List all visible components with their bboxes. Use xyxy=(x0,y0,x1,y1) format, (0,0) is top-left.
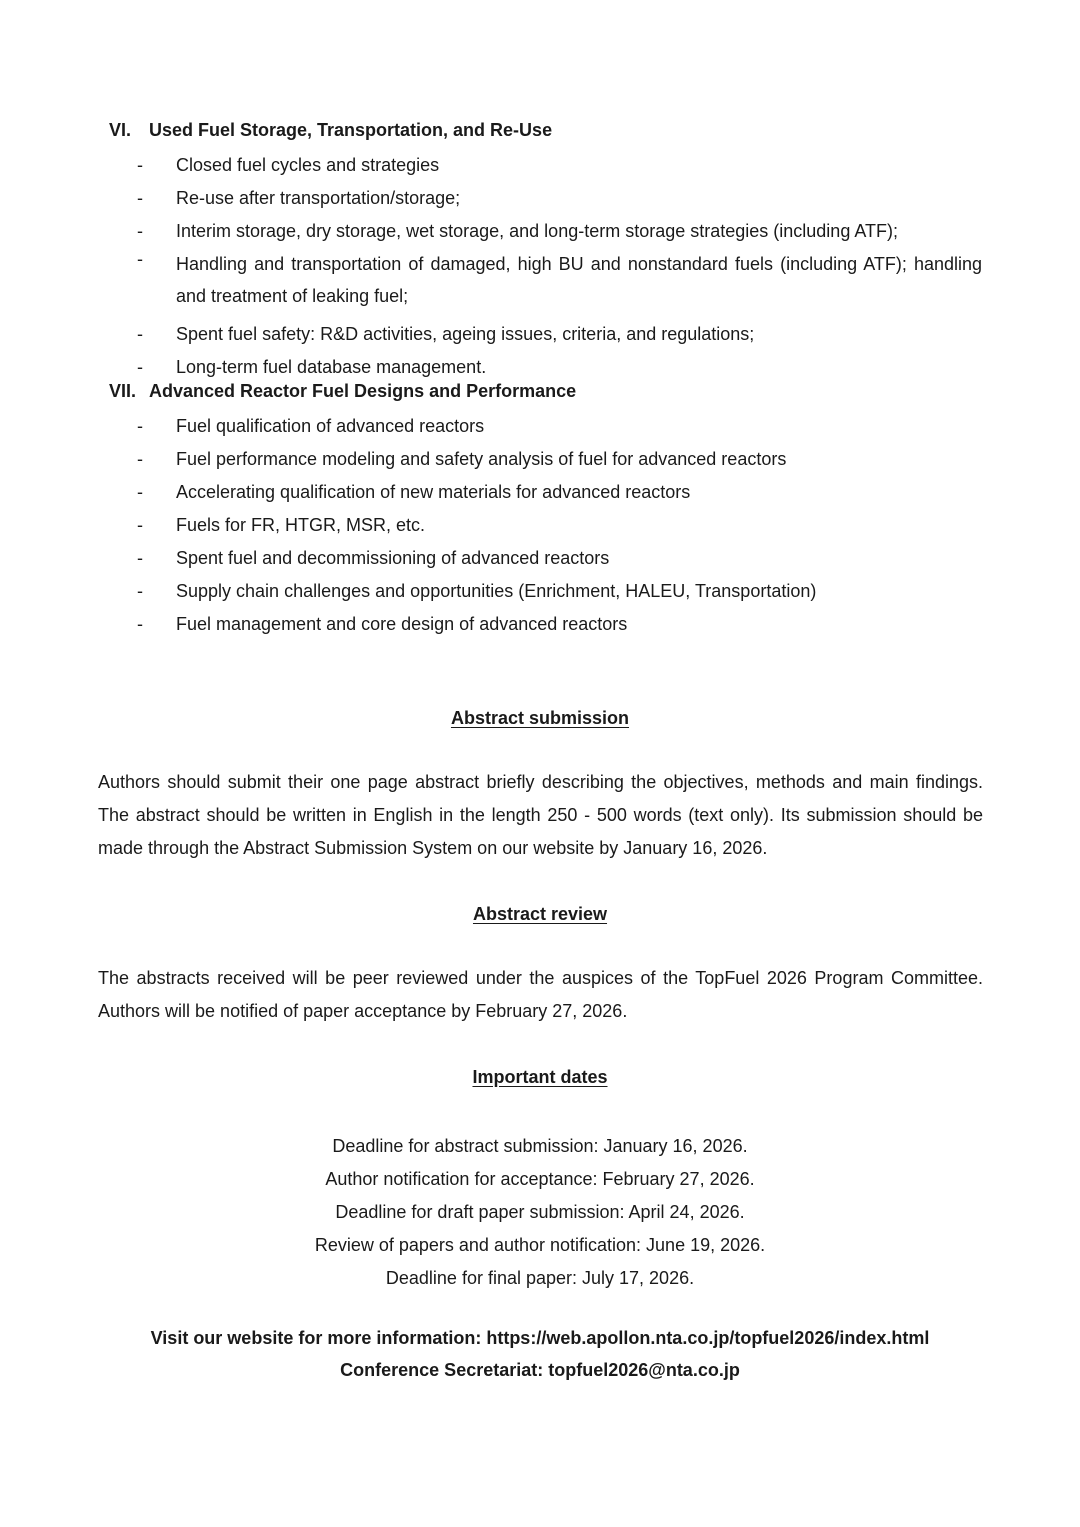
abstract-submission-paragraph: Authors should submit their one page abstract briefly describing the objectives, methods and main findings. The abstract should be written in English in the length 250 - 500 words (text only). Its submission should be made through the Abstract Submission System on our website by January 16, 2026. xyxy=(98,772,983,858)
bullet-dash: - xyxy=(137,482,143,502)
section-vi-list xyxy=(0,154,1080,389)
section-heading-vii xyxy=(109,380,576,402)
list-item: - Spent fuel safety: R&D activities, ageing issues, criteria, and regulations; xyxy=(137,324,755,344)
list-item: - Accelerating qualification of new materials for advanced reactors xyxy=(137,482,691,502)
list-item: - Fuel performance modeling and safety analysis of fuel for advanced reactors xyxy=(137,449,787,469)
section-title: Advanced Reactor Fuel Designs and Performance xyxy=(149,381,577,401)
bullet-dash: - xyxy=(137,249,143,269)
bullet-dash: - xyxy=(137,357,143,377)
important-dates-heading: Important dates xyxy=(472,1067,608,1087)
date-item: Deadline for draft paper submission: April 24, 2026. xyxy=(335,1202,745,1222)
important-dates-list xyxy=(0,1130,1080,1295)
bullet-dash: - xyxy=(137,324,143,344)
list-item: - Spent fuel and decommissioning of advanced reactors xyxy=(137,548,610,568)
list-item: - Long-term fuel database management. xyxy=(137,357,487,377)
bullet-dash: - xyxy=(137,515,143,535)
list-item: - Handling and transportation of damaged, high BU and nonstandard fuels (including ATF); handling and treatment of leaking fuel; xyxy=(137,249,982,306)
abstract-submission-heading: Abstract submission xyxy=(450,708,630,728)
section-number: VII. xyxy=(109,381,137,401)
list-item: - Re-use after transportation/storage; xyxy=(137,188,461,208)
date-item: Author notification for acceptance: February 27, 2026. xyxy=(325,1169,755,1189)
list-item: - Supply chain challenges and opportunities (Enrichment, HALEU, Transportation) xyxy=(137,581,817,601)
bullet-dash: - xyxy=(137,581,143,601)
section-number: VI. xyxy=(109,120,132,140)
bullet-dash: - xyxy=(137,416,143,436)
bullet-dash: - xyxy=(137,449,143,469)
section-vii-list xyxy=(0,415,1080,646)
date-item: Deadline for abstract submission: January 16, 2026. xyxy=(332,1136,748,1156)
list-item: - Fuel management and core design of advanced reactors xyxy=(137,614,628,634)
bullet-dash: - xyxy=(137,221,143,241)
list-item: - Closed fuel cycles and strategies xyxy=(137,155,440,175)
section-heading-vi xyxy=(109,119,552,141)
list-item: - Interim storage, dry storage, wet storage, and long-term storage strategies (including ATF); xyxy=(137,221,898,241)
section-title: Used Fuel Storage, Transportation, and Re-Use xyxy=(149,120,553,140)
bullet-dash: - xyxy=(137,155,143,175)
date-item: Review of papers and author notification: June 19, 2026. xyxy=(314,1235,766,1255)
website-info-line: Visit our website for more information: https://web.apollon.nta.co.jp/topfuel2026/index.html xyxy=(150,1328,930,1348)
list-item: - Fuels for FR, HTGR, MSR, etc. xyxy=(137,515,426,535)
abstract-review-heading: Abstract review xyxy=(472,904,608,924)
list-item: - Fuel qualification of advanced reactors xyxy=(137,416,485,436)
bullet-dash: - xyxy=(137,188,143,208)
bullet-dash: - xyxy=(137,548,143,568)
date-item: Deadline for final paper: July 17, 2026. xyxy=(385,1268,695,1288)
secretariat-line: Conference Secretariat: topfuel2026@nta.co.jp xyxy=(340,1360,740,1380)
bullet-dash: - xyxy=(137,614,143,634)
abstract-review-paragraph: The abstracts received will be peer reviewed under the auspices of the TopFuel 2026 Program Committee. Authors will be notified of paper acceptance by February 27, 2026. xyxy=(98,968,983,1021)
